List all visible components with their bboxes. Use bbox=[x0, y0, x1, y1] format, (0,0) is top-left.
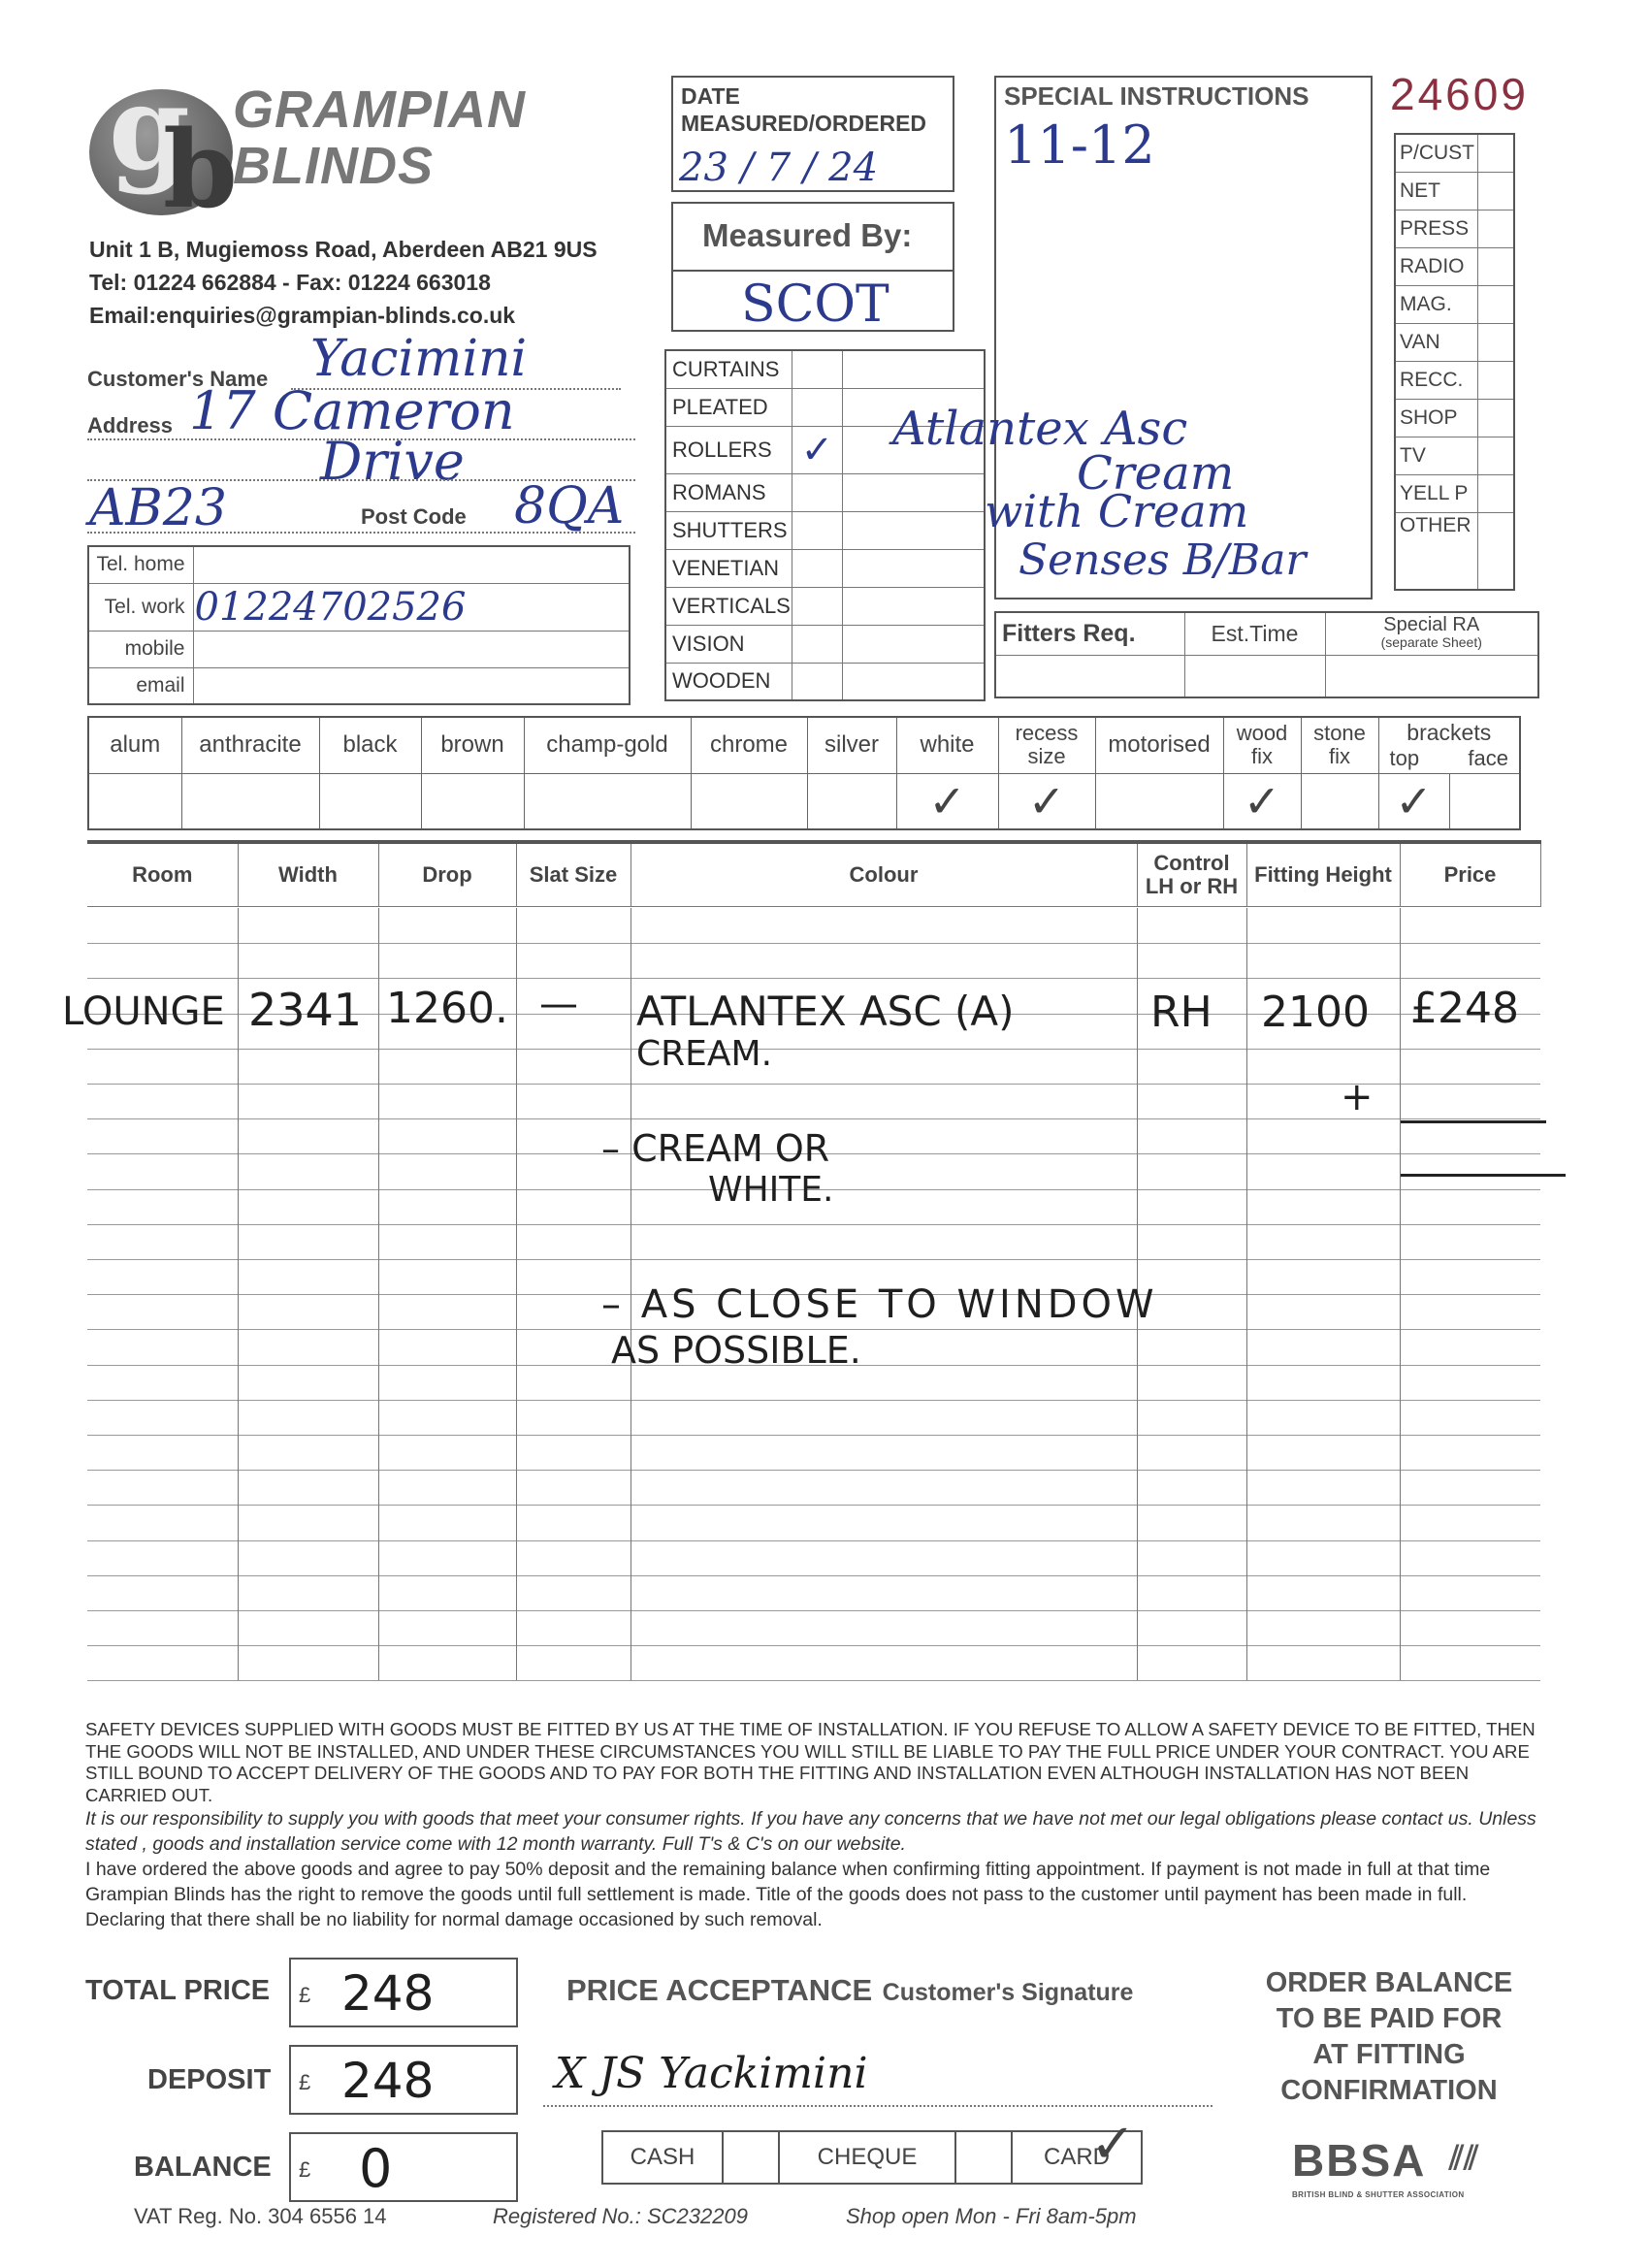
table-row bbox=[87, 1470, 1540, 1471]
table-column-rule bbox=[516, 908, 517, 1680]
signature-line bbox=[543, 2105, 1212, 2107]
blind-type-row: VENETIAN bbox=[665, 549, 985, 587]
blind-type-row: VISION bbox=[665, 625, 985, 663]
phone-table bbox=[87, 545, 630, 705]
row-colour-2: CREAM. bbox=[636, 1034, 773, 1074]
blind-type-row: SHUTTERS bbox=[665, 511, 985, 549]
payment-cash: CASH bbox=[601, 2130, 724, 2185]
table-row bbox=[87, 1435, 1540, 1436]
price-underline bbox=[1401, 1120, 1546, 1123]
row-colour: ATLANTEX ASC (A) bbox=[636, 988, 1015, 1035]
special-note-3: with Cream bbox=[985, 485, 1249, 537]
table-row bbox=[87, 1084, 1540, 1085]
source-row: SHOP bbox=[1395, 399, 1514, 437]
table-row bbox=[87, 1575, 1540, 1576]
note-line-1: – CREAM OR bbox=[601, 1127, 830, 1170]
price-acceptance: PRICE ACCEPTANCE Customer's Signature bbox=[566, 1973, 1134, 2007]
blind-type-row: WOODEN bbox=[665, 663, 985, 700]
note-line-4: AS POSSIBLE. bbox=[611, 1329, 861, 1372]
table-row bbox=[87, 1610, 1540, 1611]
postcode-value: 8QA bbox=[514, 477, 625, 535]
phone-row-home: Tel. home bbox=[88, 546, 630, 583]
est-time-label: Est.Time bbox=[1184, 612, 1325, 655]
white-check: ✓ bbox=[896, 773, 998, 829]
source-row: PRESS bbox=[1395, 210, 1514, 247]
company-email: Email:enquiries@grampian-blinds.co.uk bbox=[89, 303, 516, 328]
address-line-1: 17 Cameron bbox=[189, 380, 515, 441]
blind-type-row: ROMANS bbox=[665, 473, 985, 511]
table-column-rule bbox=[378, 908, 379, 1680]
logo-g: g bbox=[109, 60, 190, 197]
order-balance-note: ORDER BALANCE TO BE PAID FOR AT FITTING CONFIRMATION bbox=[1265, 1967, 1513, 2106]
table-row bbox=[87, 1259, 1540, 1260]
table-row bbox=[87, 1505, 1540, 1506]
deposit-label: DEPOSIT bbox=[147, 2064, 272, 2095]
row-room: LOUNGE bbox=[62, 989, 225, 1034]
table-row bbox=[87, 1680, 1540, 1681]
blind-type-row: VERTICALS bbox=[665, 587, 985, 625]
terms-text bbox=[85, 1719, 1540, 1932]
price-underline bbox=[1401, 1174, 1566, 1177]
table-row bbox=[87, 1645, 1540, 1646]
row-slat: — bbox=[539, 982, 578, 1026]
special-note-2: Cream bbox=[1077, 446, 1235, 501]
row-width: 2341 bbox=[248, 984, 363, 1036]
special-instructions-box: SPECIAL INSTRUCTIONS 11-12 bbox=[994, 76, 1373, 599]
balance-label: BALANCE bbox=[134, 2152, 272, 2183]
special-ra-label: Special RA (separate Sheet) bbox=[1325, 612, 1538, 655]
row-drop: 1260. bbox=[386, 984, 508, 1033]
customer-signature: X JS Yackimini bbox=[555, 2049, 868, 2098]
fitters-table bbox=[994, 611, 1539, 698]
brackets-top-check: ✓ bbox=[1378, 773, 1449, 829]
balance-box: £ 0 bbox=[289, 2132, 518, 2202]
table-row bbox=[87, 1118, 1540, 1119]
blind-type-row: ROLLERS ✓ bbox=[665, 426, 985, 473]
phone-row-work: Tel. work 01224702526 bbox=[88, 583, 630, 631]
table-column-rule bbox=[1400, 908, 1401, 1680]
blind-type-row: PLEATED bbox=[665, 388, 985, 426]
terms-rights: It is our responsibility to supply you with goods that meet your consumer rights. If you have any concerns that we have not met our legal obligations please contact us. Unless stated , goods and installation service come with 12 month warranty. Full T's & C's on our website. bbox=[85, 1808, 1536, 1856]
terms-safety: SAFETY DEVICES SUPPLIED WITH GOODS MUST BE FITTED BY US AT THE TIME OF INSTALLATION. IF YOU REFUSE TO ALLOW A SAFETY DEVICE TO BE FITTED, THEN THE GOODS WILL NOT BE INSTALLED, AND UNDER THESE CIRCUMSTANCES YOU WILL STILL BE LIABLE TO PAY THE FULL PRICE UNDER YOUR CONTRACT. YOU ARE STILL BOUND TO ACCEPT DELIVERY OF THE GOODS AND TO PAY FOR BOTH THE FITTING AND INSTALLATION EVEN ALTHOUGH INSTALLATION HAS NOT BEEN CARRIED OUT. bbox=[85, 1719, 1536, 1805]
bbsa-logo: BBSA bbox=[1292, 2135, 1427, 2186]
shop-hours: Shop open Mon - Fri 8am-5pm bbox=[846, 2204, 1137, 2228]
special-note-4: Senses B/Bar bbox=[1018, 535, 1307, 585]
source-row: RADIO bbox=[1395, 247, 1514, 285]
order-number: 24609 bbox=[1390, 69, 1529, 119]
terms-agreement: I have ordered the above goods and agree to pay 50% deposit and the remaining balance when confirming fitting appointment. If payment is not made in full at that time Grampian Blinds has the right to remove the goods until full settlement is made. Title of the goods does not pass to the customer until payment has been made in full. Declaring that there shall be no liability for normal damage occasioned by such removal. bbox=[85, 1859, 1491, 1931]
bbsa-full-name: BRITISH BLIND & SHUTTER ASSOCIATION bbox=[1292, 2190, 1465, 2199]
phone-row-email: email bbox=[88, 667, 630, 704]
plus-mark: + bbox=[1341, 1075, 1374, 1119]
source-row: VAN bbox=[1395, 323, 1514, 361]
brackets-face-label: face bbox=[1468, 745, 1508, 770]
options-table: alum anthracite black brown champ-gold chrome silver white recess size motorised wood fix stone fix brackets top face ✓ ✓ ✓ ✓ bbox=[87, 716, 1521, 830]
payment-card: CARD bbox=[1011, 2130, 1143, 2185]
order-table bbox=[87, 840, 1541, 907]
payment-cash-box bbox=[722, 2130, 780, 2185]
row-fitting-height: 2100 bbox=[1261, 988, 1370, 1037]
table-row bbox=[87, 978, 1540, 979]
date-box: DATE MEASURED/ORDERED 23 / 7 / 24 bbox=[671, 76, 954, 192]
company-phone: Tel: 01224 662884 - Fax: 01224 663018 bbox=[89, 270, 491, 295]
card-check: ✓ bbox=[1090, 2113, 1136, 2176]
work-phone-value: 01224702526 bbox=[193, 583, 630, 631]
order-table-header: Room Width Drop Slat Size Colour Control LH or RH Fitting Height Price bbox=[87, 842, 1540, 906]
bbsa-stripes-icon: ⫽⫽ bbox=[1449, 2140, 1479, 2177]
total-price-value: 248 bbox=[341, 1965, 435, 2022]
address-line-2: Drive bbox=[320, 431, 465, 492]
table-row bbox=[87, 1049, 1540, 1050]
special-instructions-value: 11-12 bbox=[1004, 114, 1155, 176]
table-row bbox=[87, 1224, 1540, 1225]
source-row: TV bbox=[1395, 437, 1514, 474]
source-row: YELL P bbox=[1395, 474, 1514, 512]
brackets-top-label: top bbox=[1389, 745, 1420, 770]
deposit-value: 248 bbox=[341, 2053, 435, 2109]
source-row: NET bbox=[1395, 172, 1514, 210]
recess-size-check: ✓ bbox=[998, 773, 1095, 829]
source-codes-table bbox=[1394, 133, 1515, 591]
address-line-3: AB23 bbox=[89, 479, 227, 537]
source-row: MAG. bbox=[1395, 285, 1514, 323]
vat-number: VAT Reg. No. 304 6556 14 bbox=[134, 2204, 387, 2228]
note-line-2: WHITE. bbox=[708, 1170, 834, 1210]
payment-cheque-box bbox=[954, 2130, 1013, 2185]
total-price-box: £ 248 bbox=[289, 1958, 518, 2027]
measured-by-label-box: Measured By: bbox=[671, 202, 954, 270]
measured-by-value-box bbox=[671, 270, 954, 332]
source-row: P/CUST bbox=[1395, 134, 1514, 172]
balance-value: 0 bbox=[359, 2138, 393, 2199]
measured-by-value: SCOT bbox=[741, 275, 889, 334]
date-value: 23 / 7 / 24 bbox=[679, 146, 879, 190]
company-address: Unit 1 B, Mugiemoss Road, Aberdeen AB21 9US bbox=[89, 237, 598, 262]
address-label: Address bbox=[87, 413, 174, 437]
rollers-check: ✓ bbox=[792, 426, 842, 473]
postcode-label: Post Code bbox=[361, 504, 467, 529]
registered-number: Registered No.: SC232209 bbox=[493, 2204, 748, 2228]
row-control: RH bbox=[1150, 988, 1212, 1037]
note-line-3: – AS CLOSE TO WINDOW bbox=[601, 1282, 1158, 1327]
blind-type-row: CURTAINS bbox=[665, 350, 985, 388]
customer-name-label: Customer's Name bbox=[87, 367, 269, 391]
payment-cheque: CHEQUE bbox=[778, 2130, 956, 2185]
special-note-1: Atlantex Asc bbox=[892, 402, 1188, 456]
table-column-rule bbox=[238, 908, 239, 1680]
table-column-rule bbox=[1246, 908, 1247, 1680]
wood-fix-check: ✓ bbox=[1223, 773, 1301, 829]
source-row: RECC. bbox=[1395, 361, 1514, 399]
table-row bbox=[87, 1400, 1540, 1401]
company-name: GRAMPIAN BLINDS bbox=[233, 81, 526, 195]
phone-row-mobile: mobile bbox=[88, 631, 630, 667]
source-row: OTHER bbox=[1395, 512, 1514, 590]
deposit-box: £ 248 bbox=[289, 2045, 518, 2115]
row-price: £248 bbox=[1410, 984, 1519, 1033]
table-row bbox=[87, 1540, 1540, 1541]
brackets-header: brackets top face bbox=[1378, 717, 1520, 773]
table-row bbox=[87, 943, 1540, 944]
fitters-label: Fitters Req. bbox=[995, 612, 1184, 655]
logo-b: b bbox=[163, 107, 238, 232]
total-price-label: TOTAL PRICE bbox=[85, 1975, 271, 2006]
customer-name-value: Yacimini bbox=[310, 330, 528, 388]
postcode-rule bbox=[87, 532, 635, 534]
